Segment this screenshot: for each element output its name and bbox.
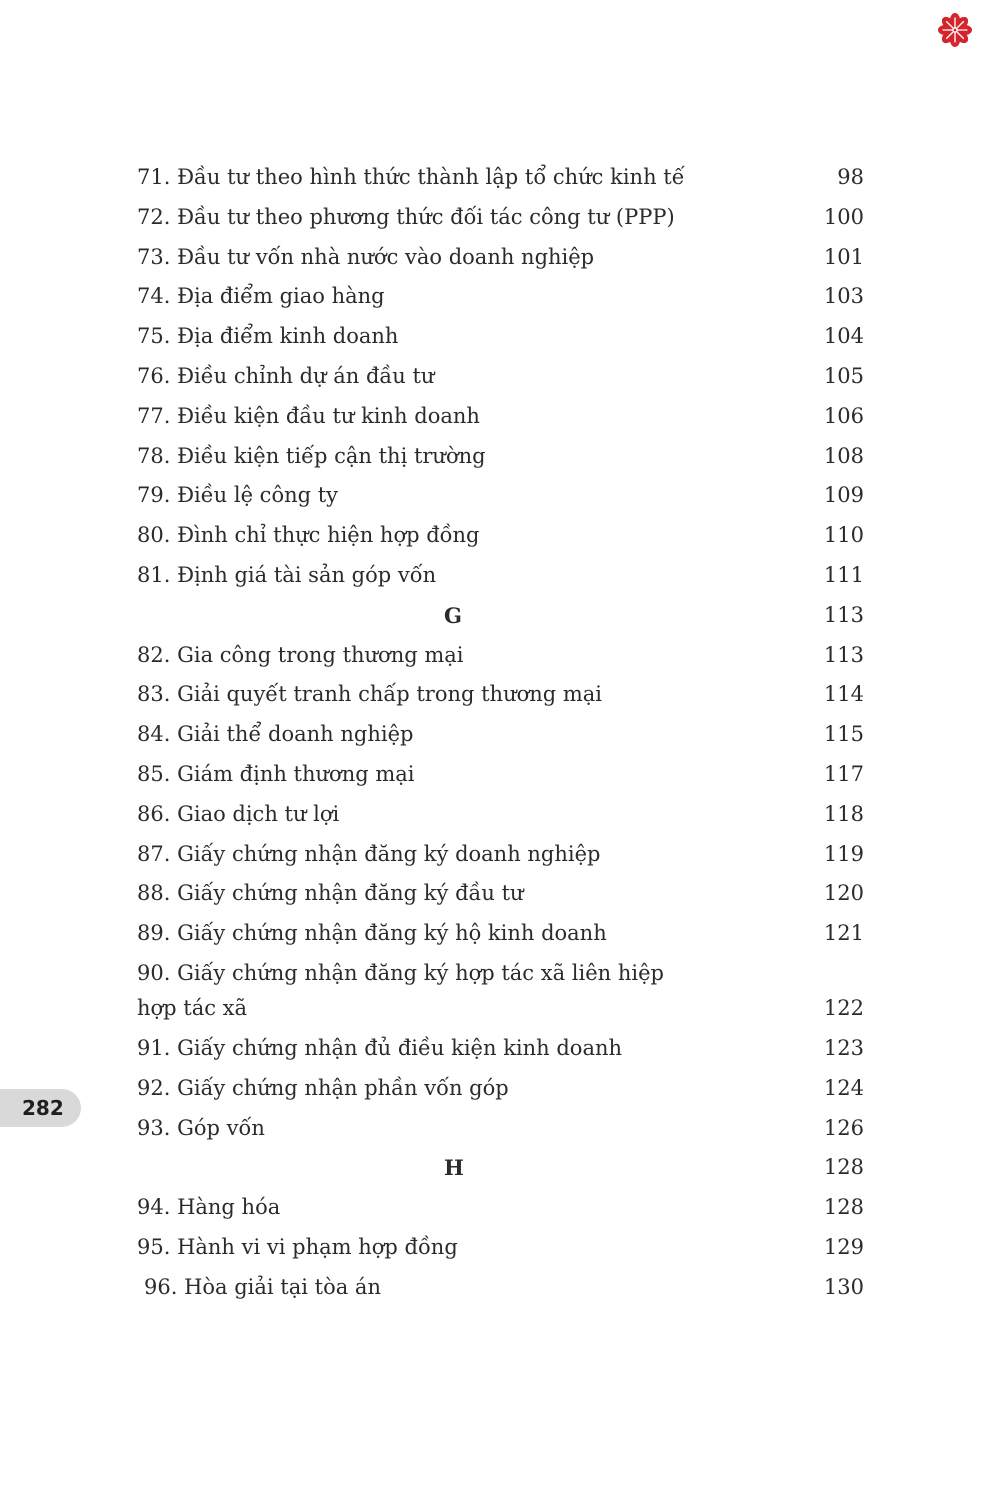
toc-entry-page: 100 — [823, 204, 864, 229]
toc-entry-page: 106 — [823, 403, 864, 428]
toc-entry-page: 129 — [823, 1234, 864, 1259]
toc-entry[interactable] — [137, 1109, 864, 1149]
toc-entry-title: 86. Giao dịch tư lợi — [137, 801, 340, 826]
red-flower-logo-icon — [938, 13, 972, 47]
toc-section-letter: G — [444, 602, 462, 628]
toc-entry[interactable] — [137, 755, 864, 795]
toc-entry-title: 87. Giấy chứng nhận đăng ký doanh nghiệp — [137, 841, 601, 866]
toc-section-heading[interactable] — [137, 596, 864, 636]
toc-entry[interactable] — [137, 914, 864, 954]
toc-entry-title: 96. Hòa giải tại tòa án — [144, 1274, 381, 1299]
toc-entry-title: 91. Giấy chứng nhận đủ điều kiện kinh doanh — [137, 1035, 623, 1060]
toc-entry-title: 76. Điều chỉnh dự án đầu tư — [137, 363, 435, 388]
toc-entry-page: 111 — [823, 562, 864, 587]
toc-entry[interactable] — [137, 954, 864, 1029]
toc-section-heading[interactable] — [137, 1148, 864, 1188]
toc-entry[interactable] — [137, 1188, 864, 1228]
toc-entry-title: 75. Địa điểm kinh doanh — [137, 324, 399, 349]
toc-section-letter: H — [444, 1155, 464, 1181]
toc-entry-title: 72. Đầu tư theo phương thức đối tác công tư (PPP) — [137, 204, 675, 229]
table-of-contents — [137, 158, 864, 1308]
toc-entry-page: 110 — [823, 523, 864, 548]
toc-entry[interactable] — [137, 357, 864, 397]
toc-entry-title: 73. Đầu tư vốn nhà nước vào doanh nghiệp — [137, 244, 595, 269]
toc-entry[interactable] — [137, 317, 864, 357]
toc-entry-page: 122 — [823, 996, 864, 1021]
toc-entry[interactable] — [137, 675, 864, 715]
toc-entry-page: 118 — [823, 801, 864, 826]
toc-entry-title: 90. Giấy chứng nhận đăng ký hợp tác xã liên hiệp hợp tác xã — [137, 960, 664, 1020]
toc-entry-title: 92. Giấy chứng nhận phần vốn góp — [137, 1075, 509, 1100]
toc-entry-title: 71. Đầu tư theo hình thức thành lập tổ chức kinh tế — [137, 165, 685, 189]
toc-entry-page: 104 — [823, 324, 864, 349]
toc-entry[interactable] — [137, 1268, 864, 1308]
toc-entry-page: 117 — [823, 761, 864, 786]
toc-entry-page: 105 — [823, 363, 864, 388]
toc-entry-title: 95. Hành vi vi phạm hợp đồng — [137, 1234, 458, 1259]
toc-entry-title: 85. Giám định thương mại — [137, 761, 415, 786]
toc-entry-page: 120 — [823, 881, 864, 906]
toc-entry-page: 121 — [823, 921, 864, 946]
toc-entry-page: 124 — [823, 1075, 864, 1100]
toc-entry-title: 83. Giải quyết tranh chấp trong thương mại — [137, 682, 603, 707]
toc-entry-page: 114 — [823, 682, 864, 707]
toc-entry-title: 78. Điều kiện tiếp cận thị trường — [137, 443, 486, 468]
toc-entry[interactable] — [137, 397, 864, 437]
toc-entry[interactable] — [137, 874, 864, 914]
toc-entry-page: 119 — [823, 841, 864, 866]
toc-entry[interactable] — [137, 1069, 864, 1109]
toc-entry[interactable] — [137, 476, 864, 516]
toc-entry[interactable] — [137, 835, 864, 875]
toc-entry-page: 130 — [823, 1274, 864, 1299]
toc-entry[interactable] — [137, 437, 864, 477]
toc-entry-page: 101 — [823, 244, 864, 269]
toc-entry-page: 126 — [823, 1115, 864, 1140]
toc-entry-page: 128 — [823, 1195, 864, 1220]
toc-entry-page: 115 — [823, 722, 864, 747]
toc-entry-title: 82. Gia công trong thương mại — [137, 642, 464, 667]
toc-entry[interactable] — [137, 158, 864, 198]
toc-entry-title: 84. Giải thể doanh nghiệp — [137, 722, 414, 747]
toc-entry[interactable] — [137, 1029, 864, 1069]
toc-entry[interactable] — [137, 1228, 864, 1268]
toc-entry-page: 128 — [823, 1155, 864, 1180]
toc-entry-page: 109 — [823, 483, 864, 508]
toc-entry-page: 108 — [823, 443, 864, 468]
toc-entry[interactable] — [137, 516, 864, 556]
toc-entry[interactable] — [137, 277, 864, 317]
toc-entry-page: 113 — [823, 602, 864, 627]
toc-entry[interactable] — [137, 795, 864, 835]
toc-entry-page: 103 — [823, 284, 864, 309]
toc-entry[interactable] — [137, 715, 864, 755]
toc-entry-title: 77. Điều kiện đầu tư kinh doanh — [137, 403, 480, 428]
toc-entry-page: 98 — [837, 165, 864, 189]
toc-entry-title: 74. Địa điểm giao hàng — [137, 284, 385, 309]
toc-entry-page: 113 — [823, 642, 864, 667]
toc-entry-title: 93. Góp vốn — [137, 1115, 265, 1140]
toc-entry[interactable] — [137, 636, 864, 676]
toc-entry-title: 80. Đình chỉ thực hiện hợp đồng — [137, 523, 480, 548]
page-number: 282 — [22, 1096, 64, 1120]
toc-entry-title: 81. Định giá tài sản góp vốn — [137, 562, 437, 587]
toc-entry[interactable] — [137, 556, 864, 596]
toc-entry[interactable] — [137, 238, 864, 278]
toc-entry-title: 94. Hàng hóa — [137, 1195, 281, 1220]
page-number-tab — [0, 1089, 81, 1127]
toc-entry-title: 88. Giấy chứng nhận đăng ký đầu tư — [137, 881, 524, 906]
toc-entry-title: 79. Điều lệ công ty — [137, 483, 339, 508]
toc-entry-page: 123 — [823, 1035, 864, 1060]
toc-entry-title: 89. Giấy chứng nhận đăng ký hộ kinh doanh — [137, 921, 607, 946]
toc-entry[interactable] — [137, 198, 864, 238]
